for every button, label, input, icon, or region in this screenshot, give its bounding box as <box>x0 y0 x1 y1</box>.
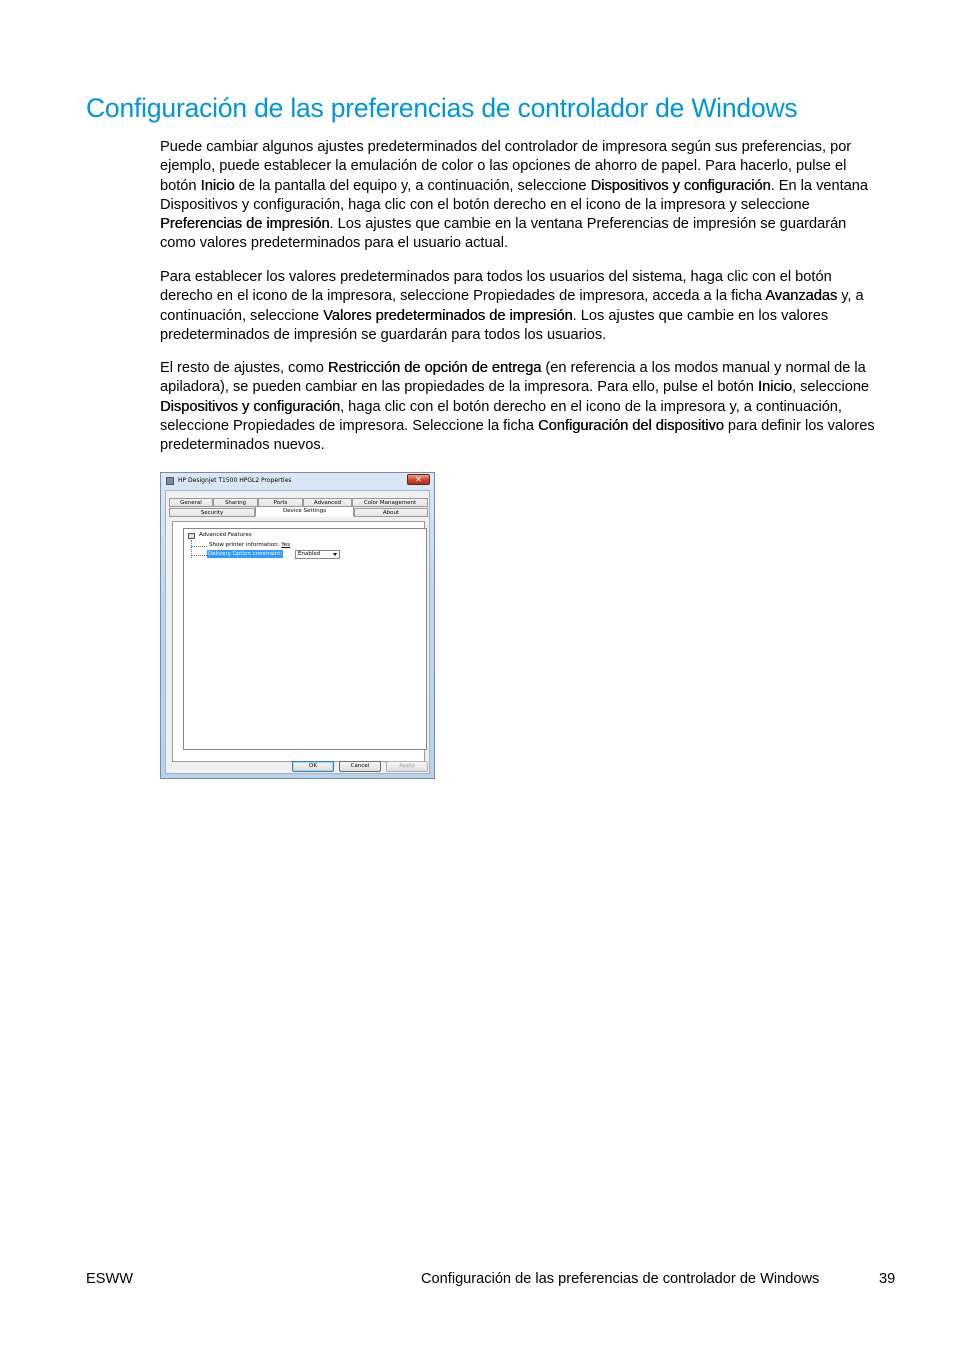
paragraph-text: , seleccione <box>791 379 870 396</box>
tree-item-value[interactable]: Yes <box>281 542 291 548</box>
emphasized-term: Dispositivos y configuración <box>160 398 341 415</box>
tab-device-settings[interactable]: Device Settings <box>255 506 354 517</box>
paragraph-text: (en referencia a los modos manual y normal de la apiladora), se pueden cambiar en las propiedades de la impresora. Para ello, pulse el botón <box>160 360 866 396</box>
tab-general[interactable]: General <box>169 498 213 507</box>
device-settings-panel <box>172 521 425 762</box>
footer-left-label: ESWW <box>86 1271 134 1287</box>
tree-connector <box>191 555 207 556</box>
tab-color-management[interactable]: Color Management <box>352 498 428 507</box>
paragraph-text: de la pantalla del equipo y, a continuación, seleccione <box>234 177 591 194</box>
paragraph-text: El resto de ajustes, como <box>160 360 328 376</box>
emphasized-term: Configuración del dispositivo <box>538 417 724 434</box>
paragraph-text: Puede cambiar algunos ajustes predeterminados del controlador de impresora según sus preferencias, por ejemplo, puede establecer la emulación de color o las opciones de ahorro de papel. Para hacerlo, pulse el botón <box>160 139 852 194</box>
dialog-titlebar <box>161 473 434 490</box>
tab-ports[interactable]: Ports <box>258 498 303 507</box>
paragraph-text: y, a continuación, seleccione <box>160 288 864 324</box>
cancel-button[interactable]: Cancel <box>339 761 381 772</box>
emphasized-term: Inicio <box>757 379 792 396</box>
emphasized-term: Dispositivos y configuración <box>590 177 771 194</box>
delivery-option-select[interactable] <box>295 550 340 559</box>
paragraph-text: . En la ventana Dispositivos y configuración, haga clic con el botón derecho en el icono de la impresora y seleccione <box>160 177 869 213</box>
paragraph-text: para definir los valores predeterminados nuevos. <box>160 417 875 454</box>
tab-sharing[interactable]: Sharing <box>213 498 258 507</box>
emphasized-term: Valores predeterminados de impresión <box>323 307 573 324</box>
paragraph-all-users-defaults <box>160 268 884 345</box>
emphasized-term: Inicio <box>200 177 235 194</box>
settings-folder-icon <box>188 533 195 539</box>
page-number: 39 <box>879 1271 896 1287</box>
apply-button[interactable]: Apply <box>386 761 428 772</box>
tab-security[interactable]: Security <box>169 508 255 517</box>
footer-section-title: Configuración de las preferencias de controlador de Windows <box>421 1271 820 1287</box>
chevron-down-icon <box>333 553 337 556</box>
tab-advanced[interactable]: Advanced <box>303 498 352 507</box>
ok-button[interactable]: OK <box>292 761 334 772</box>
tree-item-show-printer-info[interactable] <box>209 541 290 549</box>
paragraph-text: , haga clic con el botón derecho en el icono de la impresora y, a continuación, seleccione Propiedades de impresora. Seleccione la ficha <box>160 398 842 434</box>
delivery-option-value: Enabled <box>298 551 321 557</box>
tab-about[interactable]: About <box>354 508 428 517</box>
emphasized-term: Restricción de opción de entrega <box>327 360 542 376</box>
printer-icon <box>166 477 174 485</box>
printer-properties-dialog <box>160 472 435 779</box>
paragraph-driver-preferences <box>160 138 884 254</box>
paragraph-other-settings <box>160 359 884 455</box>
emphasized-term: Avanzadas <box>765 288 838 305</box>
page-title: Configuración de las preferencias de controlador de Windows <box>86 93 798 123</box>
tree-root-label[interactable]: Advanced Features <box>199 532 252 538</box>
settings-tree[interactable] <box>183 528 427 750</box>
tree-item-delivery-option[interactable]: Delivery Option constraint: <box>208 551 283 557</box>
paragraph-text: . Los ajustes que cambie en la ventana Preferencias de impresión se guardarán como valores predeterminados para el usuario actual. <box>160 216 847 252</box>
emphasized-term: Preferencias de impresión <box>160 216 330 233</box>
dialog-body <box>165 490 430 774</box>
tree-connector <box>191 546 207 547</box>
paragraph-text: Para establecer los valores predeterminados para todos los usuarios del sistema, haga clic con el botón derecho en el icono de la impresora, seleccione Propiedades de impresora, acceda a la ficha <box>160 269 832 305</box>
tree-item-label: Show printer information: <box>209 542 280 548</box>
close-button[interactable]: ✕ <box>407 474 430 485</box>
paragraph-text: . Los ajustes que cambie en los valores predeterminados de impresión se guardarán para todos los usuarios. <box>160 307 829 343</box>
dialog-title: HP Designjet T1500 HPGL2 Properties <box>178 477 292 484</box>
